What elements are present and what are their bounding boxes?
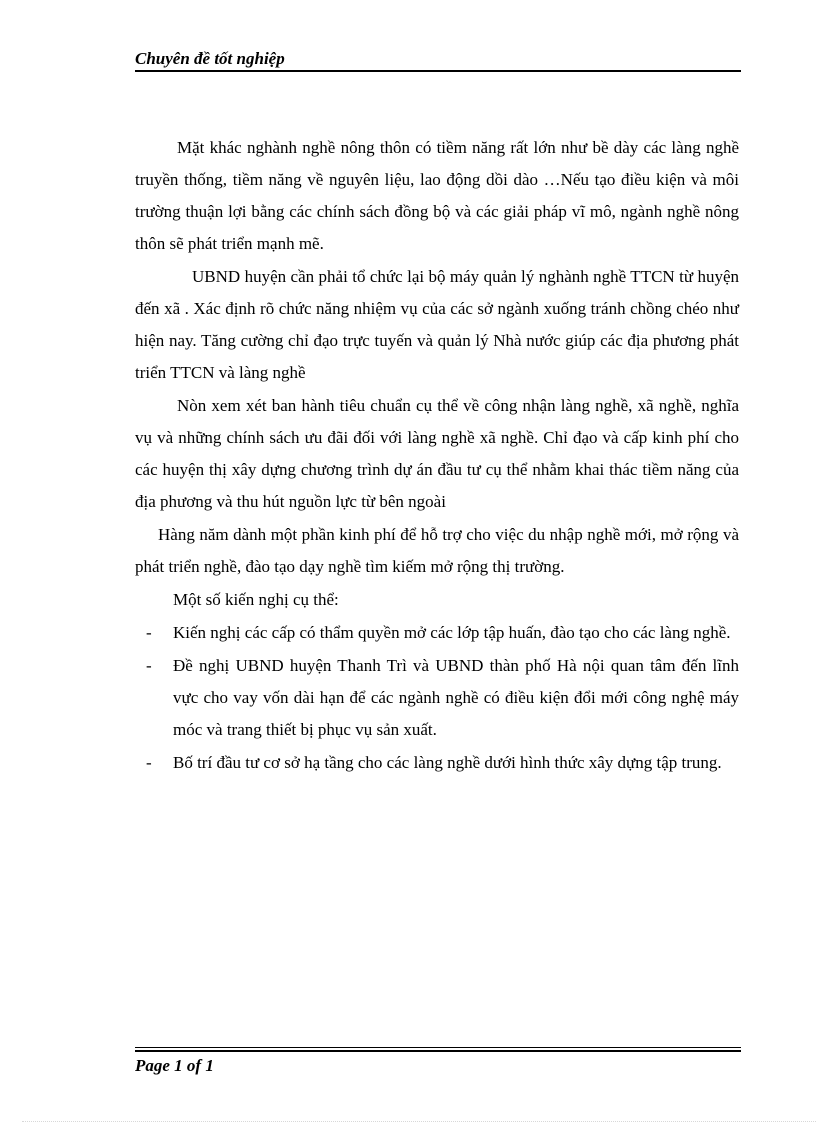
header-rule xyxy=(135,70,741,72)
paragraph-3: Nòn xem xét ban hành tiêu chuẩn cụ thể về công nhận làng nghề, xã nghề, nghĩa vụ và những chính sách ưu đãi đối với làng nghề xã nghề. Chỉ đạo và cấp kinh phí cho các huyện thị xây dựng chương trình dự án đầu tư cụ thể nhằm khai thác tiềm năng của địa phương và thu hút nguồn lực từ bên ngoài xyxy=(135,396,739,511)
footer-rule-top xyxy=(135,1047,741,1048)
list-item-text: Đề nghị UBND huyện Thanh Trì và UBND thàn phố Hà nội quan tâm đến lĩnh vực cho vay vốn dài hạn để các ngành nghề có điều kiện đổi mới công nghệ máy móc và trang thiết bị phục vụ sản xuất. xyxy=(173,656,739,739)
recommendation-list xyxy=(135,617,739,779)
list-item-text: Bố trí đầu tư cơ sở hạ tầng cho các làng nghề dưới hình thức xây dựng tập trung. xyxy=(173,753,722,772)
document-body xyxy=(135,132,739,780)
bullet-dash: - xyxy=(146,623,152,642)
list-item xyxy=(135,617,739,649)
page-number: Page 1 of 1 xyxy=(135,1056,214,1075)
list-item-text: Kiến nghị các cấp có thẩm quyền mở các lớp tập huấn, đào tạo cho các làng nghề. xyxy=(173,623,731,642)
list-item xyxy=(135,650,739,746)
list-item xyxy=(135,747,739,779)
bullet-dash: - xyxy=(146,656,152,675)
paragraph-1: Mặt khác nghành nghề nông thôn có tiềm năng rất lớn như bề dày các làng nghề truyền thống, tiềm năng về nguyên liệu, lao động dồi dào …Nếu tạo điều kiện và môi trường thuận lợi bằng các chính sách đồng bộ và các giải pháp vĩ mô, ngành nghề nông thôn sẽ phát triển mạnh mẽ. xyxy=(135,138,739,253)
header-title: Chuyên đề tốt nghiệp xyxy=(135,49,285,68)
page-edge xyxy=(22,1121,816,1122)
paragraph-4: Hàng năm dành một phần kinh phí để hỗ trợ cho việc du nhập nghề mới, mở rộng và phát triển nghề, đào tạo dạy nghề tìm kiếm mở rộng thị trường. xyxy=(135,525,739,576)
paragraph-5: Một số kiến nghị cụ thể: xyxy=(173,590,339,609)
bullet-dash: - xyxy=(146,753,152,772)
paragraph-2: UBND huyện cần phải tổ chức lại bộ máy quản lý nghành nghề TTCN từ huyện đến xã . Xác định rõ chức năng nhiệm vụ của các sở ngành xuống tránh chồng chéo như hiện nay. Tăng cường chỉ đạo trực tuyến và quản lý Nhà nước giúp các địa phương phát triển TTCN và làng nghề xyxy=(135,267,739,382)
footer-rule-bottom xyxy=(135,1050,741,1052)
